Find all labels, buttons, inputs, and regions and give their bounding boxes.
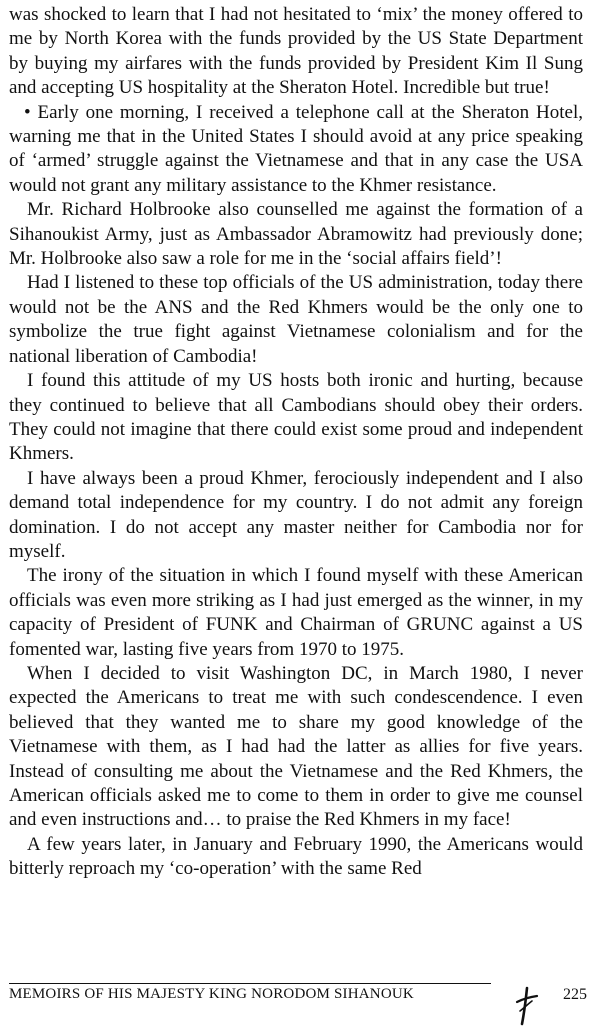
- handwritten-mark-icon: [511, 986, 541, 1026]
- paragraph: The irony of the situation in which I found myself with these American officials was even more striking as I had just emerged as the winner, in my capacity of President of FUNK and Chairman of GRUNC against a US fomented war, lasting five years from 1970 to 1975.: [9, 565, 583, 660]
- page-body: [9, 3, 583, 882]
- paragraph: A few years later, in January and February 1990, the Americans would bitterly reproach my ‘co-operation’ with the same Red: [9, 833, 583, 880]
- paragraph: Mr. Richard Holbrooke also counselled me against the formation of a Sihanoukist Army, just as Ambassador Abramowitz had previously done; Mr. Holbrooke also saw a role for me in the ‘social affairs field’!: [9, 199, 583, 270]
- paragraph: I found this attitude of my US hosts both ironic and hurting, because they continued to believe that all Cambodians should obey their orders. They could not imagine that there could exist some proud and independent Khmers.: [9, 370, 583, 465]
- footer-rule: [9, 983, 491, 984]
- paragraph: Had I listened to these top officials of the US administration, today there would not be the ANS and the Red Khmers would be the only one to symbolize the true fight against Vietnamese colonialism and for the national liberation of Cambodia!: [9, 272, 583, 367]
- paragraph: When I decided to visit Washington DC, in March 1980, I never expected the Americans to treat me with such condescendence. I even believed that they wanted me to share my good knowledge of the Vietnamese with them, as I had had the latter as allies for five years. Instead of consulting me about the Vietnamese and the Red Khmers, the American officials asked me to come to them in order to give me counsel and even instructions and… to praise the Red Khmers in my face!: [9, 662, 583, 831]
- page-number: 225: [563, 986, 587, 1003]
- paragraph-continued: was shocked to learn that I had not hesitated to ‘mix’ the money offered to me by North Korea with the funds provided by the US State Department by buying my airfares with the funds provided by President Kim Il Sung and accepting US hospitality at the Sheraton Hotel. Incredible but true!: [9, 4, 583, 99]
- page-footer: [9, 986, 587, 1012]
- running-head: MEMOIRS OF HIS MAJESTY KING NORODOM SIHANOUK: [9, 986, 414, 1002]
- paragraph: I have always been a proud Khmer, ferociously independent and I also demand total independence for my country. I do not admit any foreign domination. I do not accept any master neither for Cambodia nor for myself.: [9, 467, 583, 562]
- paragraph-bullet: • Early one morning, I received a telephone call at the Sheraton Hotel, warning me that in the United States I should avoid at any price speaking of ‘armed’ struggle against the Vietnamese and that in any case the USA would not grant any military assistance to the Khmer resistance.: [9, 101, 583, 196]
